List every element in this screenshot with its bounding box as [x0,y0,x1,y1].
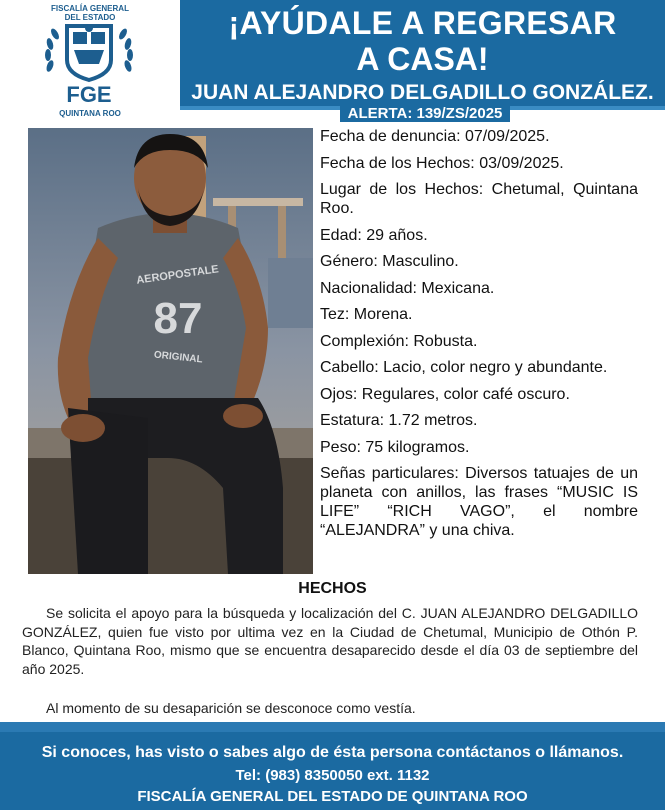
footer-phone: Tel: (983) 8350050 ext. 1132 [235,767,430,784]
state-emblem-icon [37,20,141,104]
detail-build: Complexión: Robusta. [320,332,478,350]
missing-person-photo [28,128,313,574]
logo-agency-line-2: DEL ESTADO [64,13,116,22]
detail-hair: Cabello: Lacio, color negro y abundante. [320,359,608,376]
shirt-word-text: ORIGINAL [153,349,204,366]
person-photo-illustration [28,128,313,574]
shirt-number-text: 87 [153,294,203,343]
logo-agency-line-1: FISCALÍA GENERAL [51,4,129,13]
logo-acronym: FGE [66,82,112,104]
footer-agency: FISCALÍA GENERAL DEL ESTADO DE QUINTANA ROO [137,788,528,805]
headline-line-1: ¡AYÚDALE A REGRESAR [228,5,617,41]
person-details [320,127,638,548]
detail-eyes: Ojos: Regulares, color café oscuro. [320,385,570,403]
alert-number: ALERTA: 139/ZS/2025 [340,105,510,122]
detail-height: Estatura: 1.72 metros. [320,412,478,429]
fge-logo [0,0,180,122]
facts-title: HECHOS [298,580,367,597]
detail-distinguishing-marks: Señas particulares: Diversos tatuajes de un planeta con anillos, las frases “MUSIC IS LIFE” “RICH VAGO”, el nombre “ALEJANDRA” y una chiva. [320,465,638,539]
detail-age: Edad: 29 años. [320,226,428,244]
detail-nationality: Nacionalidad: Mexicana. [320,279,495,297]
detail-skin-tone: Tez: Morena. [320,306,413,323]
missing-person-name: JUAN ALEJANDRO DELGADILLO GONZÁLEZ. [191,81,654,104]
facts-body: Se solicita el apoyo para la búsqueda y localización del C. JUAN ALEJANDRO DELGADILLO GONZÁLEZ, quien fue visto por ultima vez en la Ciudad de Chetumal, Municipio de Othón P. Blanco, Quintana Roo, mismo que se encuentra desaparecido desde el día 03 de septiembre del año 2025. [22,605,638,677]
shirt-brand-text: AEROPOSTALE [135,263,220,287]
detail-event-date: Fecha de los Hechos: 03/09/2025. [320,154,564,172]
detail-weight: Peso: 75 kilogramos. [320,438,470,456]
detail-report-date: Fecha de denuncia: 07/09/2025. [320,128,550,145]
footer-call-to-action: Si conoces, has visto o sabes algo de ésta persona contáctanos o llámanos. [41,744,624,761]
headline-line-2: A CASA! [356,41,489,77]
detail-event-place: Lugar de los Hechos: Chetumal, Quintana Roo. [320,181,638,217]
logo-state-name: QUINTANA ROO [59,109,121,118]
detail-gender: Género: Masculino. [320,253,459,270]
clothing-note: Al momento de su desaparición se desconoce como vestía. [46,700,416,716]
